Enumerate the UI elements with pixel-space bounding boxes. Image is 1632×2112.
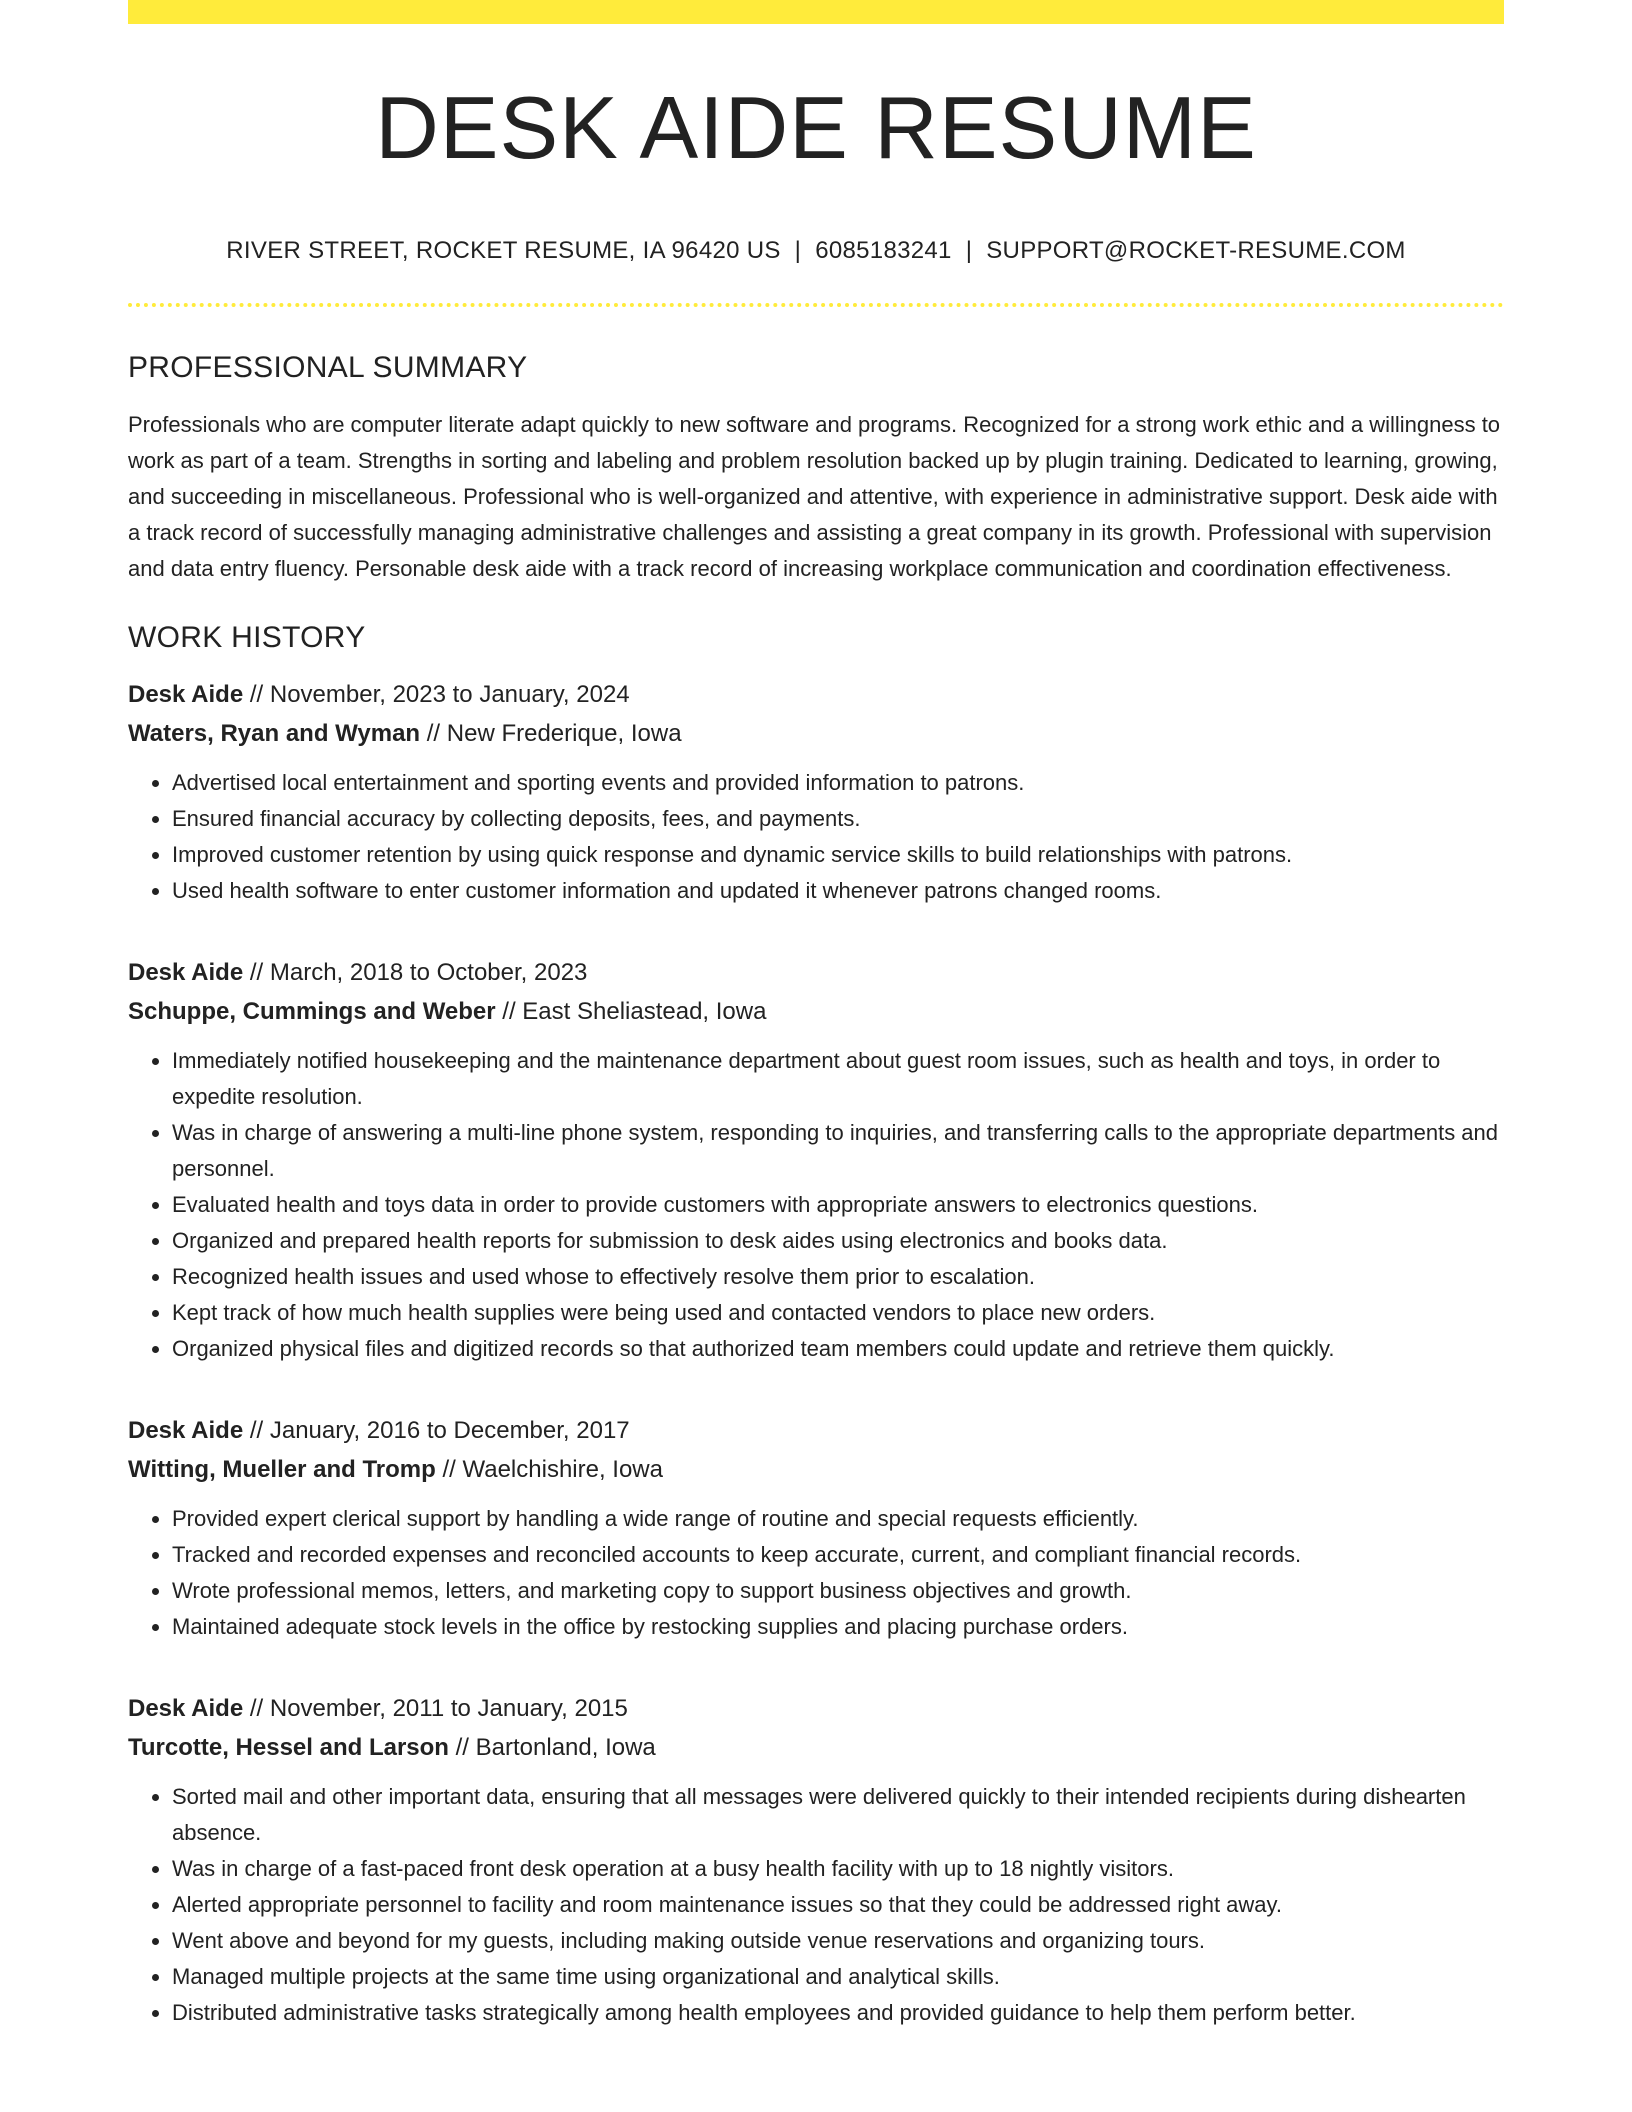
contact-separator: | (965, 236, 973, 264)
contact-separator: | (794, 236, 802, 264)
job-bullet: • Tracked and recorded expenses and reconciled accounts to keep accurate, current, and compliant financial records. (172, 1537, 1504, 1573)
job-bullet: • Improved customer retention by using quick response and dynamic service skills to build relationships with patrons. (172, 837, 1504, 873)
job-company: Waters, Ryan and Wyman (128, 719, 421, 747)
job-divider: // (249, 958, 264, 986)
job-company: Turcotte, Hessel and Larson (128, 1733, 449, 1761)
contact-line (128, 237, 1504, 265)
job-bullets (128, 765, 1504, 909)
job-location: Bartonland, Iowa (475, 1733, 656, 1761)
job-location: Waelchishire, Iowa (462, 1455, 663, 1483)
job-divider: // (455, 1733, 469, 1761)
job-divider: // (502, 997, 516, 1025)
job-dates: March, 2018 to October, 2023 (269, 958, 588, 986)
job-bullet: • Provided expert clerical support by handling a wide range of routine and special requests efficiently. (172, 1501, 1504, 1537)
job-title-line (128, 1689, 1504, 1728)
job-bullet: • Wrote professional memos, letters, and marketing copy to support business objectives and growth. (172, 1573, 1504, 1609)
job-bullets (128, 1779, 1504, 2031)
job-divider: // (426, 719, 441, 747)
job-dates: November, 2011 to January, 2015 (269, 1694, 628, 1722)
job-bullet: • Organized physical files and digitized records so that authorized team members could update and retrieve them quickly. (172, 1331, 1504, 1367)
job-list (128, 675, 1504, 2031)
contact-phone: 6085183241 (815, 236, 952, 264)
job-bullet: • Managed multiple projects at the same time using organizational and analytical skills. (172, 1959, 1504, 1995)
job-company-line (128, 992, 1504, 1031)
job-title-line (128, 1411, 1504, 1450)
job-bullet: • Maintained adequate stock levels in the office by restocking supplies and placing purchase orders. (172, 1609, 1504, 1645)
job-title: Desk Aide (128, 680, 244, 708)
job-title: Desk Aide (128, 958, 244, 986)
job-bullet: • Organized and prepared health reports for submission to desk aides using electronics and books data. (172, 1223, 1504, 1259)
job-bullet: • Kept track of how much health supplies were being used and contacted vendors to place new orders. (172, 1295, 1504, 1331)
job-title: Desk Aide (128, 1694, 244, 1722)
summary-heading: PROFESSIONAL SUMMARY (128, 350, 528, 384)
job-entry (128, 953, 1504, 1367)
job-bullet: • Used health software to enter customer information and updated it whenever patrons changed rooms. (172, 873, 1504, 909)
job-location: East Sheliastead, Iowa (522, 997, 767, 1025)
job-dates: November, 2023 to January, 2024 (269, 680, 630, 708)
job-bullet: • Recognized health issues and used whose to effectively resolve them prior to escalation. (172, 1259, 1504, 1295)
summary-text: Professionals who are computer literate adapt quickly to new software and programs. Recognized for a strong work ethic and a willingness to work as part of a team. Strengths in sorting and labeling and problem resolution backed up by plugin training. Dedicated to learning, growing, and succeeding in miscellaneous. Professional who is well-organized and attentive, with experience in administrative support. Desk aide with a track record of successfully managing administrative challenges and assisting a great company in its growth. Professional with supervision and data entry fluency. Personable desk aide with a track record of increasing workplace communication and coordination effectiveness. (128, 411, 1501, 581)
job-title: Desk Aide (128, 1416, 244, 1444)
job-bullets (128, 1043, 1504, 1367)
job-company-line (128, 1450, 1504, 1489)
job-bullet: • Advertised local entertainment and sporting events and provided information to patrons. (172, 765, 1504, 801)
job-bullet: • Sorted mail and other important data, ensuring that all messages were delivered quickly to their intended recipients during dishearten absence. (172, 1779, 1504, 1851)
job-bullet: • Was in charge of a fast-paced front desk operation at a busy health facility with up to 18 nightly visitors. (172, 1851, 1504, 1887)
resume-page (128, 0, 1504, 2031)
job-title-line (128, 953, 1504, 992)
job-location: New Frederique, Iowa (446, 719, 682, 747)
job-entry (128, 1689, 1504, 2031)
job-entry (128, 675, 1504, 909)
accent-top-bar (128, 0, 1504, 24)
job-company-line (128, 714, 1504, 753)
job-dates: January, 2016 to December, 2017 (269, 1416, 630, 1444)
job-bullet: • Distributed administrative tasks strategically among health employees and provided guidance to help them perform better. (172, 1995, 1504, 2031)
job-divider: // (249, 1694, 264, 1722)
job-company: Schuppe, Cummings and Weber (128, 997, 496, 1025)
job-divider: // (442, 1455, 456, 1483)
job-divider: // (249, 680, 264, 708)
job-company: Witting, Mueller and Tromp (128, 1455, 436, 1483)
job-bullet: • Evaluated health and toys data in order to provide customers with appropriate answers to electronics questions. (172, 1187, 1504, 1223)
dotted-divider (128, 303, 1504, 307)
job-entry (128, 1411, 1504, 1645)
job-title-line (128, 675, 1504, 714)
job-bullet: • Was in charge of answering a multi-line phone system, responding to inquiries, and transferring calls to the appropriate departments and personnel. (172, 1115, 1504, 1187)
job-bullet: • Immediately notified housekeeping and the maintenance department about guest room issues, such as health and toys, in order to expedite resolution. (172, 1043, 1504, 1115)
job-bullet: • Went above and beyond for my guests, including making outside venue reservations and organizing tours. (172, 1923, 1504, 1959)
job-bullet: • Alerted appropriate personnel to facility and room maintenance issues so that they could be addressed right away. (172, 1887, 1504, 1923)
contact-address: RIVER STREET, ROCKET RESUME, IA 96420 US (226, 236, 781, 264)
job-bullets (128, 1501, 1504, 1645)
job-divider: // (249, 1416, 264, 1444)
work-history-heading: WORK HISTORY (128, 620, 366, 654)
job-company-line (128, 1728, 1504, 1767)
contact-email: SUPPORT@ROCKET-RESUME.COM (986, 236, 1406, 264)
resume-title: DESK AIDE RESUME (375, 78, 1257, 177)
job-bullet: • Ensured financial accuracy by collecting deposits, fees, and payments. (172, 801, 1504, 837)
